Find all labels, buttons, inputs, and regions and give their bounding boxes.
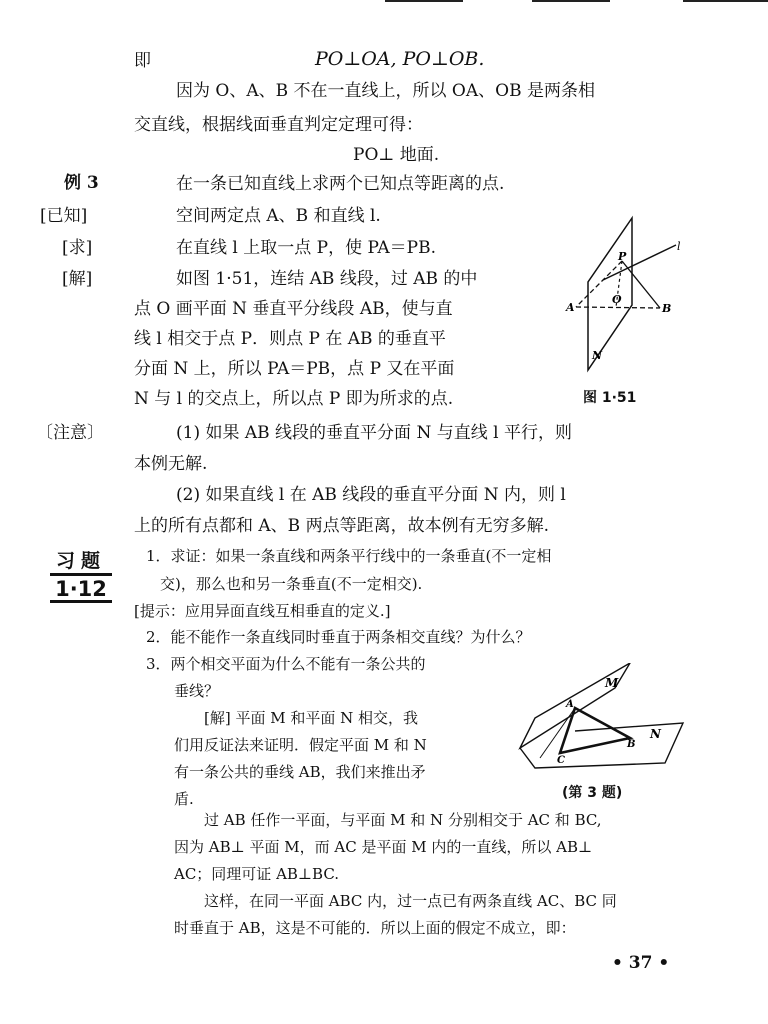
example-statement: 在一条已知直线上求两个已知点等距离的点. xyxy=(176,174,505,194)
page-number-dot-left: • xyxy=(612,953,629,973)
solution-3-line-2: 们用反证法来证明．假定平面 M 和 N xyxy=(174,736,427,754)
question-1-hint: [提示：应用异面直线互相垂直的定义.] xyxy=(134,602,391,620)
exercise-badge-title: 习题 xyxy=(50,550,112,576)
given-label: [已知] xyxy=(40,206,88,226)
label-a: A xyxy=(566,699,574,710)
solution-3-line-4: 盾. xyxy=(174,790,194,808)
proof-line-4: 这样，在同一平面 ABC 内，过一点已有两条直线 AC、BC 同 xyxy=(204,892,617,910)
label-b: B xyxy=(662,302,672,315)
top-rule-left xyxy=(385,0,463,2)
figure-1-51-caption: 图 1·51 xyxy=(583,390,637,406)
proof-line-3: AC；同理可证 AB⊥BC. xyxy=(174,865,340,883)
solution-3-line-3: 有一条公共的垂线 AB，我们来推出矛 xyxy=(174,763,426,781)
exercise-badge xyxy=(50,550,112,603)
segment-pb xyxy=(622,261,660,308)
question-3-line-2: 垂线？ xyxy=(174,682,220,700)
figure-1-51 xyxy=(548,200,688,390)
seek-label: [求] xyxy=(62,238,93,258)
note-2-line-1: (2) 如果直线 l 在 AB 线段的垂直平分面 N 内，则 l xyxy=(176,485,566,505)
label-a: A xyxy=(566,301,575,314)
figure-exercise-3-caption: (第 3 题) xyxy=(562,785,623,801)
top-rule-right xyxy=(683,0,768,2)
seek-text: 在直线 l 上取一点 P，使 PA＝PB. xyxy=(176,238,436,258)
label-n: N xyxy=(650,727,661,741)
line-l xyxy=(603,245,676,280)
question-2: 2．能不能作一条直线同时垂直于两条相交直线？为什么？ xyxy=(146,628,531,646)
solve-line-5: N 与 l 的交点上，所以点 P 即为所求的点. xyxy=(134,389,454,409)
solve-line-4: 分面 N 上，所以 PA＝PB，点 P 又在平面 xyxy=(134,359,455,379)
label-m: M xyxy=(605,676,619,690)
proof-line-2: 因为 AB⊥ 平面 M，而 AC 是平面 M 内的一直线，所以 AB⊥ xyxy=(174,838,593,856)
proof-line-5: 时垂直于 AB，这是不可能的．所以上面的假定不成立，即： xyxy=(174,919,576,937)
solve-label: [解] xyxy=(62,269,93,289)
note-1-line-2: 本例无解. xyxy=(134,454,208,474)
paragraph-1-line-2: 交直线，根据线面垂直判定定理可得： xyxy=(134,115,423,135)
question-3-line-1: 3．两个相交平面为什么不能有一条公共的 xyxy=(146,655,426,673)
equation-2: PO⊥ 地面. xyxy=(353,145,440,165)
question-1-line-1: 1．求证：如果一条直线和两条平行线中的一条垂直(不一定相 xyxy=(146,547,552,565)
plane-n xyxy=(588,218,632,370)
note-1-line-1: (1) 如果 AB 线段的垂直平分面 N 与直线 l 平行，则 xyxy=(176,423,572,443)
paragraph-1-line-1: 因为 O、A、B 不在一直线上，所以 OA、OB 是两条相 xyxy=(176,81,595,101)
solve-line-3: 线 l 相交于点 P．则点 P 在 AB 的垂直平 xyxy=(134,329,446,349)
label-c: C xyxy=(557,755,565,766)
label-l: l xyxy=(677,240,681,253)
label-o: O xyxy=(612,293,622,306)
page-number-value: 37 xyxy=(628,953,653,973)
solve-line-2: 点 O 画平面 N 垂直平分线段 AB，使与直 xyxy=(134,299,453,319)
note-label: 〔注意〕 xyxy=(36,423,104,443)
note-2-line-2: 上的所有点都和 A、B 两点等距离，故本例有无穷多解. xyxy=(134,516,549,536)
top-rule-middle xyxy=(532,0,610,2)
label-b: B xyxy=(627,739,636,750)
label-n: N xyxy=(592,349,603,362)
intro-word: 即 xyxy=(134,51,151,71)
exercise-badge-number: 1·12 xyxy=(50,576,112,603)
given-text: 空间两定点 A、B 和直线 l. xyxy=(176,206,381,226)
proof-line-1: 过 AB 任作一平面，与平面 M 和 N 分别相交于 AC 和 BC, xyxy=(204,811,602,829)
figure-exercise-3 xyxy=(515,663,685,778)
page-number-dot-right: • xyxy=(652,953,670,973)
label-p: P xyxy=(618,250,627,263)
solve-line-1: 如图 1·51，连结 AB 线段，过 AB 的中 xyxy=(176,269,478,289)
solution-3-line-1: [解] 平面 M 和平面 N 相交，我 xyxy=(204,709,419,727)
example-label: 例 3 xyxy=(64,173,99,193)
equation-1: PO⊥OA, PO⊥OB. xyxy=(315,48,485,70)
page-number xyxy=(612,952,669,974)
question-1-line-2: 交)，那么也和另一条垂直(不一定相交). xyxy=(160,575,423,593)
